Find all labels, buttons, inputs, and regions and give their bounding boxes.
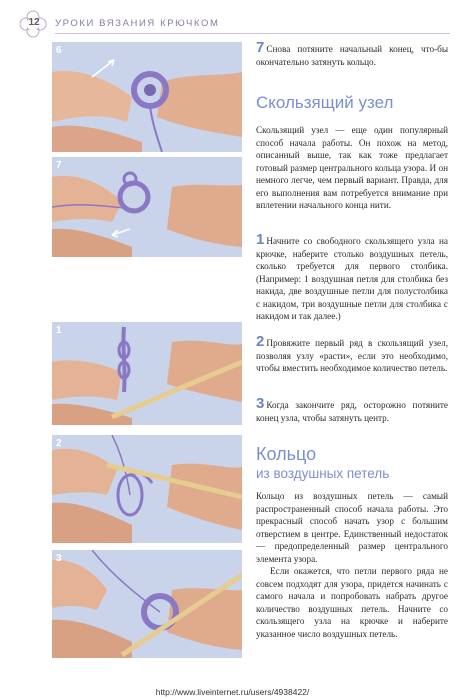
step-number: 3 [256, 395, 265, 412]
heading-chain-ring-line2: из воздушных петель [256, 466, 390, 481]
step-number: 2 [256, 333, 265, 350]
chain-ring-text [256, 490, 448, 640]
page-header [0, 0, 465, 36]
step-7-block [256, 39, 448, 68]
slip-knot-intro [256, 124, 448, 212]
step-number: 7 [256, 39, 265, 56]
slip-knot-step-3 [256, 395, 448, 424]
photo-number: 7 [56, 160, 62, 171]
paragraph: Кольцо из воздушных петель — самый распространенный способ начала работы. Это прекрасный способ начать узор с большим отверстием в центре. Единственный недостаток — предопределенный размер центрального элемента узора. [256, 491, 448, 564]
paragraph: Если окажется, что петли первого ряда не совсем подходят для узора, придется начинать с самого начала и попробовать набрать другое количество воздушных петель. Начните со скользящего узла на крючке и наберите указанное число воздушных петель. [256, 566, 448, 639]
heading-slip-knot: Скользящий узел [256, 93, 394, 112]
photo-step-1 [52, 322, 242, 425]
photo-number: 3 [56, 553, 62, 564]
section-title: УРОКИ ВЯЗАНИЯ КРЮЧКОМ [55, 18, 220, 29]
source-url: http://www.liveinternet.ru/users/4938422/ [155, 687, 310, 697]
step-number: 1 [256, 231, 265, 248]
photo-number: 1 [56, 325, 62, 336]
photo-step-7 [52, 157, 242, 257]
photo-number: 6 [56, 45, 62, 56]
photo-step-3 [52, 550, 242, 658]
page-number: 12 [28, 17, 40, 28]
step-text: Провяжите первый ряд в скользящий узел, позволяя узлу «расти», если это необходимо, чтобы вместить необходимое количество петель. [256, 338, 448, 373]
slip-knot-step-2 [256, 333, 448, 375]
paragraph: Скользящий узел — еще один популярный способ начала работы. Он похож на метод, описанный выше, так как тоже предлагает готовый размер центрального кольца узора. И он немного легче, чем первый вариант. Правда, для его выполнения вам потребуется внимание при вплетении начального конца нити. [256, 125, 448, 210]
heading-chain-ring-line1: Кольцо [256, 444, 317, 464]
photo-number: 2 [56, 438, 62, 449]
header-divider [55, 33, 450, 34]
slip-knot-step-1 [256, 231, 448, 323]
photo-step-6 [52, 42, 242, 152]
step-text: Когда закончите ряд, осторожно потяните конец узла, чтобы затянуть центр. [256, 400, 448, 423]
photo-step-2 [52, 435, 242, 543]
step-text: Начните со свободного скользящего узла на крючке, наберите столько воздушных петель, сколько требуется для первого столбика. (Например: 1 воздушная петля для столбика без накида, две воздушные петли для полустолбика с накидом, три воздушные петли для столбика с накидом и так далее.) [256, 236, 448, 321]
step-text: Снова потяните начальный конец, что-бы окончательно затянуть кольцо. [256, 44, 448, 67]
